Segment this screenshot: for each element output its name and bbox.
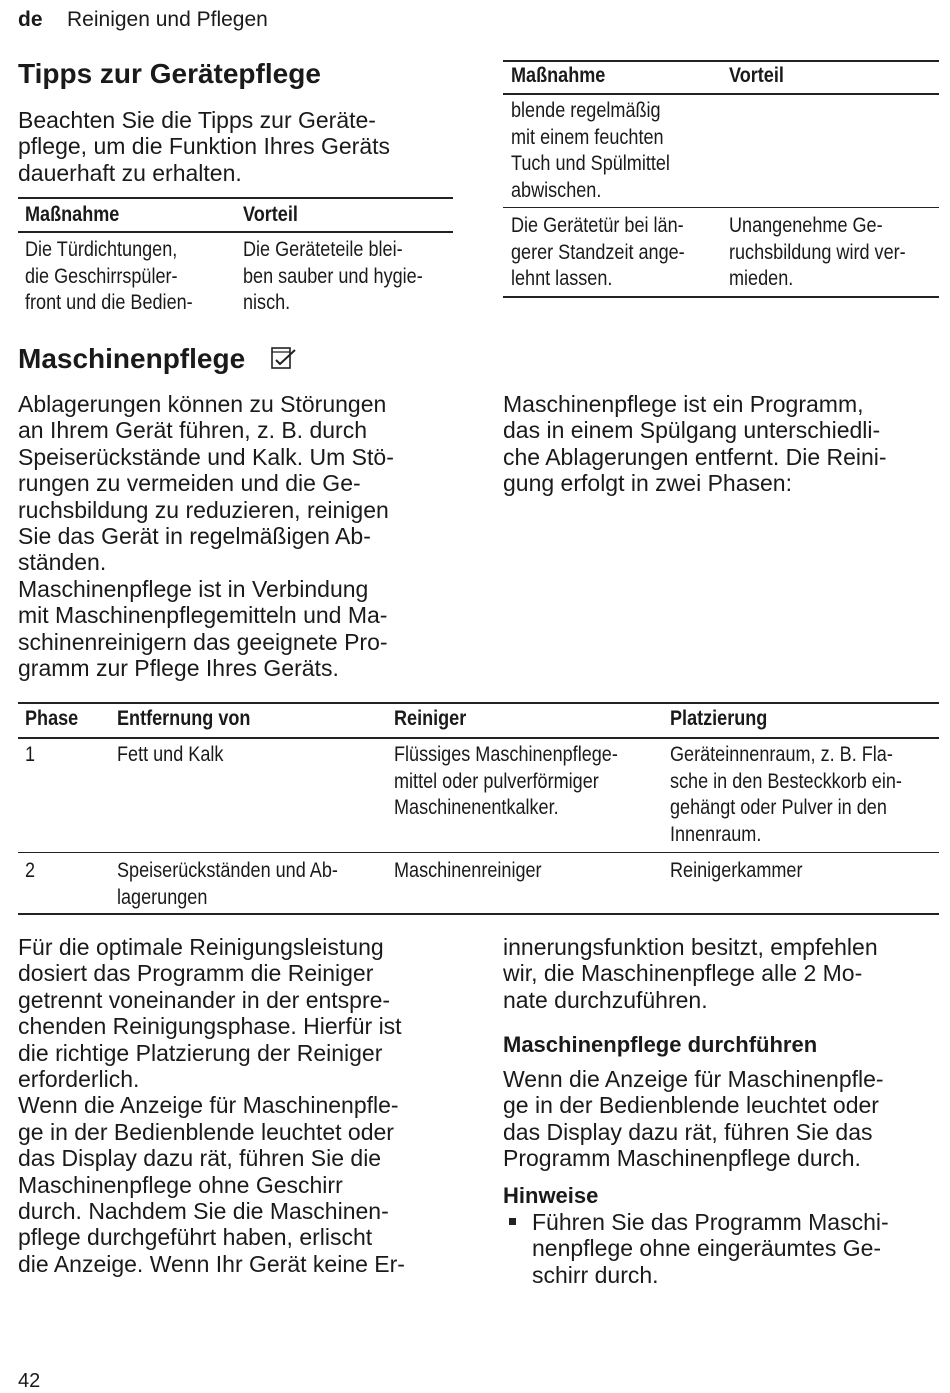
durchfuehren-paragraph: Wenn die Anzeige für Maschinenpfle- ge in der Bedienblende leuchtet oder das Display dazu rät, führen Sie das Programm Maschinenpflege durch. <box>503 1066 884 1172</box>
hinweise-heading: Hinweise <box>503 1183 599 1208</box>
table-header-rule-right <box>503 93 939 95</box>
tipps-row2-massnahme: Die Gerätetür bei län- gerer Standzeit ange- lehnt lassen. <box>511 214 685 290</box>
section-title: Reinigen und Pflegen <box>67 8 268 31</box>
col-header-vorteil: Vorteil <box>243 203 298 226</box>
bottom-right-paragraph: innerungsfunktion besitzt, empfehlen wir, die Maschinenpflege alle 2 Mo- nate durchzuführen. <box>503 934 878 1013</box>
table-row-rule <box>503 207 939 208</box>
phase-1-reiniger: Flüssiges Maschinenpflege- mittel oder pulverförmiger Maschinenentkalker. <box>394 743 618 819</box>
phase-2-entfernung: Speiserückständen und Ab- lagerungen <box>117 859 338 909</box>
intro-line: Beachten Sie die Tipps zur Geräte- <box>18 107 376 133</box>
intro-line: pflege, um die Funktion Ihres Geräts <box>18 133 391 160</box>
hinweise-bullet: Führen Sie das Programm Maschi- nenpflege ohne eingeräumtes Ge- schirr durch. <box>532 1209 889 1288</box>
col-header-massnahme-right: Maßnahme <box>511 64 606 87</box>
phase-table-header-rule <box>18 737 939 739</box>
bullet-square-icon <box>509 1218 516 1225</box>
phase-1-platzierung: Geräteinnenraum, z. B. Fla- sche in den Besteckkorb ein- gehängt oder Pulver in den Innenraum. <box>670 743 902 846</box>
reiniger-col-header: Reiniger <box>394 707 467 730</box>
tipps-row1-massnahme: Die Türdichtungen, die Geschirrspüler- front und die Bedien- <box>25 238 193 314</box>
col-header-vorteil-right: Vorteil <box>729 64 784 87</box>
table-top-rule-right <box>503 60 939 62</box>
phase-table-top-rule <box>18 702 939 704</box>
phase-2-reiniger: Maschinenreiniger <box>394 859 542 882</box>
page-number: 42 <box>18 1370 41 1392</box>
table-bottom-rule-right <box>503 296 939 298</box>
maschinenpflege-heading: Maschinenpflege <box>18 343 246 374</box>
entfernung-col-header: Entfernung von <box>117 707 251 730</box>
durchfuehren-heading: Maschinenpflege durchführen <box>503 1032 818 1057</box>
phase-col-header: Phase <box>25 707 79 730</box>
intro-line: dauerhaft zu erhalten. <box>18 159 242 186</box>
phase-1-number: 1 <box>25 743 36 766</box>
dishwasher-care-icon <box>270 346 298 372</box>
tipps-row1-vorteil: Die Geräteteile blei- ben sauber und hygie- nisch. <box>243 238 423 314</box>
phase-table-row-rule <box>18 852 939 853</box>
platzierung-col-header: Platzierung <box>670 707 768 730</box>
table-header-rule <box>18 231 453 233</box>
phase-table-bottom-rule <box>18 913 939 915</box>
bottom-left-paragraph: Für die optimale Reinigungsleistung dosiert das Programm die Reiniger getrennt voneinander in der entspre- chenden Reinigungsphase. Hierfür ist die richtige Platzierung der Reiniger erforderlich. Wenn die Anzeige für Maschinenpfle- ge in der Bedienblende leuchtet oder das Display dazu rät, führen Sie die Maschinenpflege ohne Geschirr durch. Nachdem Sie die Maschinen- pflege durchgeführt haben, erlischt die Anzeige. Wenn Ihr Gerät keine Er- <box>18 934 405 1277</box>
tipps-intro <box>18 107 390 186</box>
maschinenpflege-left-paragraph: Ablagerungen können zu Störungen an Ihrem Gerät führen, z. B. durch Speiserückstände und Kalk. Um Stö- rungen zu vermeiden und die Ge- ruchsbildung zu reduzieren, reinigen Sie das Gerät in regelmäßigen Ab- ständen. Maschinenpflege ist in Verbindung mit Maschinenpflegemitteln und Ma- schinenreinigern das geeignete Pro- gramm zur Pflege Ihres Geräts. <box>18 391 394 682</box>
tipps-row1-continued: blende regelmäßig mit einem feuchten Tuch und Spülmittel abwischen. <box>511 99 670 202</box>
table-top-rule <box>18 197 453 199</box>
tipps-row2-vorteil: Unangenehme Ge- ruchsbildung wird ver- mieden. <box>729 214 906 290</box>
tipps-heading: Tipps zur Gerätepflege <box>18 58 321 89</box>
language-code: de <box>18 8 43 31</box>
phase-1-entfernung: Fett und Kalk <box>117 743 224 766</box>
col-header-massnahme: Maßnahme <box>25 203 120 226</box>
phase-2-number: 2 <box>25 859 36 882</box>
phase-2-platzierung: Reinigerkammer <box>670 859 803 882</box>
maschinenpflege-right-paragraph: Maschinenpflege ist ein Programm, das in einem Spülgang unterschiedli- che Ablagerungen entfernt. Die Reini- gung erfolgt in zwei Phasen: <box>503 391 887 497</box>
